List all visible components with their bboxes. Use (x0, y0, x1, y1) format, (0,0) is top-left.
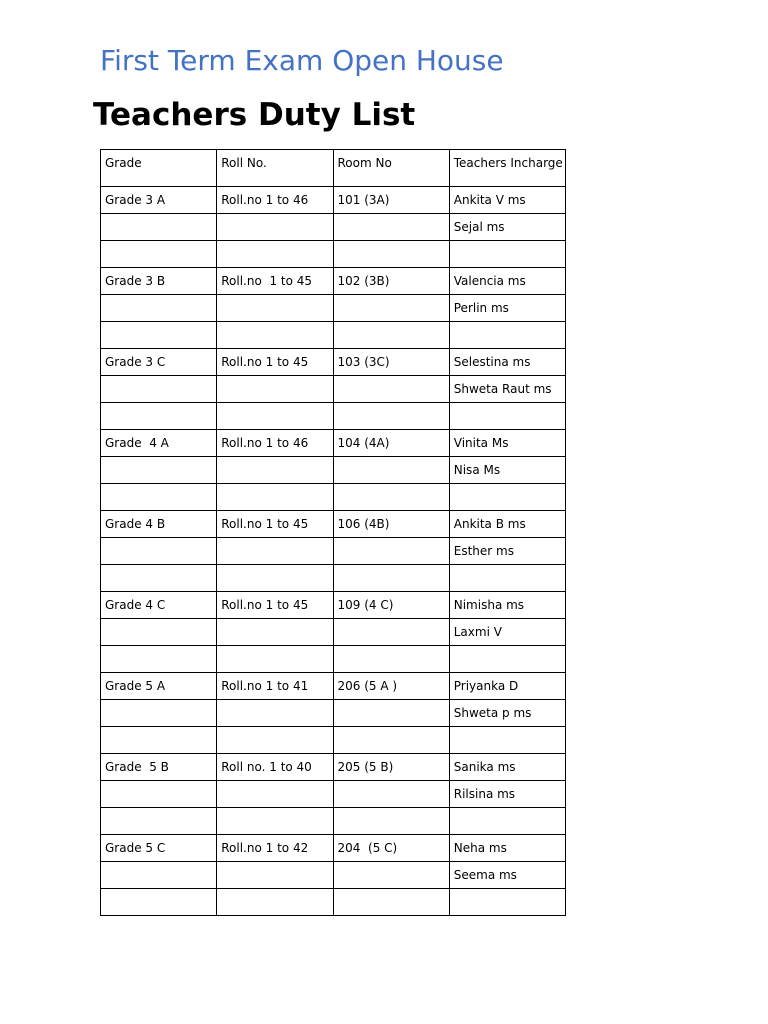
teacher-cell: Shweta p ms (449, 700, 565, 727)
grade-cell (101, 646, 217, 673)
grade-cell: Grade 5 C (101, 835, 217, 862)
table-row (101, 592, 566, 619)
table-row (101, 511, 566, 538)
grade-cell (101, 700, 217, 727)
teacher-cell: Sejal ms (449, 214, 565, 241)
teacher-cell (449, 727, 565, 754)
room-no-cell (333, 619, 449, 646)
teacher-cell (449, 889, 565, 916)
header-grade: Grade (101, 150, 217, 187)
roll-no-cell: Roll no. 1 to 40 (217, 754, 333, 781)
teacher-cell (449, 565, 565, 592)
teacher-cell (449, 808, 565, 835)
room-no-cell (333, 727, 449, 754)
room-no-cell (333, 403, 449, 430)
grade-cell (101, 781, 217, 808)
teacher-cell (449, 241, 565, 268)
room-no-cell: 205 (5 B) (333, 754, 449, 781)
roll-no-cell (217, 484, 333, 511)
room-no-cell (333, 295, 449, 322)
table-row (101, 430, 566, 457)
roll-no-cell (217, 457, 333, 484)
roll-no-cell: Roll.no 1 to 45 (217, 268, 333, 295)
teacher-cell: Valencia ms (449, 268, 565, 295)
grade-cell: Grade 5 B (101, 754, 217, 781)
grade-cell (101, 538, 217, 565)
table-row (101, 241, 566, 268)
teacher-cell: Shweta Raut ms (449, 376, 565, 403)
table-row (101, 781, 566, 808)
teacher-cell: Ankita V ms (449, 187, 565, 214)
grade-cell (101, 862, 217, 889)
table-row (101, 565, 566, 592)
table-row (101, 835, 566, 862)
table-row (101, 889, 566, 916)
grade-cell (101, 619, 217, 646)
room-no-cell (333, 808, 449, 835)
grade-cell: Grade 5 A (101, 673, 217, 700)
teacher-cell: Laxmi V (449, 619, 565, 646)
teacher-cell (449, 646, 565, 673)
teacher-cell: Selestina ms (449, 349, 565, 376)
roll-no-cell (217, 295, 333, 322)
teacher-cell: Sanika ms (449, 754, 565, 781)
roll-no-cell: Roll.no 1 to 45 (217, 592, 333, 619)
table-row (101, 619, 566, 646)
room-no-cell: 102 (3B) (333, 268, 449, 295)
teacher-cell: Esther ms (449, 538, 565, 565)
roll-no-cell: Roll.no 1 to 42 (217, 835, 333, 862)
teacher-cell: Neha ms (449, 835, 565, 862)
roll-no-cell (217, 538, 333, 565)
table-row (101, 322, 566, 349)
room-no-cell: 103 (3C) (333, 349, 449, 376)
teacher-cell (449, 484, 565, 511)
grade-cell: Grade 4 A (101, 430, 217, 457)
header-roll-no: Roll No. (217, 150, 333, 187)
table-row (101, 673, 566, 700)
roll-no-cell (217, 646, 333, 673)
room-no-cell (333, 241, 449, 268)
roll-no-cell: Roll.no 1 to 45 (217, 349, 333, 376)
grade-cell (101, 727, 217, 754)
table-row (101, 349, 566, 376)
table-row (101, 727, 566, 754)
table-row (101, 295, 566, 322)
roll-no-cell: Roll.no 1 to 46 (217, 187, 333, 214)
table-row (101, 862, 566, 889)
roll-no-cell: Roll.no 1 to 46 (217, 430, 333, 457)
room-no-cell (333, 376, 449, 403)
room-no-cell: 101 (3A) (333, 187, 449, 214)
grade-cell (101, 214, 217, 241)
header-room-no: Room No (333, 150, 449, 187)
room-no-cell (333, 322, 449, 349)
room-no-cell (333, 538, 449, 565)
grade-cell (101, 808, 217, 835)
grade-cell (101, 241, 217, 268)
document-title: Teachers Duty List (93, 97, 416, 133)
room-no-cell: 109 (4 C) (333, 592, 449, 619)
table-row (101, 403, 566, 430)
room-no-cell (333, 484, 449, 511)
teacher-cell: Nisa Ms (449, 457, 565, 484)
table-row (101, 457, 566, 484)
roll-no-cell (217, 376, 333, 403)
teacher-cell: Perlin ms (449, 295, 565, 322)
grade-cell: Grade 4 C (101, 592, 217, 619)
room-no-cell: 206 (5 A ) (333, 673, 449, 700)
roll-no-cell (217, 889, 333, 916)
table-row (101, 538, 566, 565)
room-no-cell (333, 457, 449, 484)
teacher-cell: Priyanka D (449, 673, 565, 700)
roll-no-cell (217, 781, 333, 808)
roll-no-cell (217, 565, 333, 592)
grade-cell (101, 295, 217, 322)
teacher-cell (449, 403, 565, 430)
roll-no-cell (217, 727, 333, 754)
grade-cell: Grade 4 B (101, 511, 217, 538)
table-row (101, 484, 566, 511)
room-no-cell (333, 889, 449, 916)
table-row (101, 214, 566, 241)
roll-no-cell (217, 700, 333, 727)
table-row (101, 268, 566, 295)
grade-cell (101, 457, 217, 484)
table-header-row (101, 150, 566, 187)
room-no-cell: 204 (5 C) (333, 835, 449, 862)
grade-cell: Grade 3 C (101, 349, 217, 376)
table-row (101, 646, 566, 673)
table-row (101, 754, 566, 781)
grade-cell: Grade 3 A (101, 187, 217, 214)
grade-cell (101, 889, 217, 916)
teacher-cell: Nimisha ms (449, 592, 565, 619)
teacher-cell: Ankita B ms (449, 511, 565, 538)
roll-no-cell (217, 808, 333, 835)
grade-cell: Grade 3 B (101, 268, 217, 295)
table-row (101, 187, 566, 214)
grade-cell (101, 376, 217, 403)
header-teachers-incharge: Teachers Incharge (449, 150, 565, 187)
room-no-cell (333, 862, 449, 889)
document-subtitle: First Term Exam Open House (100, 44, 504, 77)
table-row (101, 700, 566, 727)
room-no-cell: 106 (4B) (333, 511, 449, 538)
room-no-cell: 104 (4A) (333, 430, 449, 457)
roll-no-cell (217, 403, 333, 430)
teachers-duty-table (100, 149, 566, 916)
roll-no-cell (217, 619, 333, 646)
roll-no-cell (217, 862, 333, 889)
teacher-cell: Seema ms (449, 862, 565, 889)
room-no-cell (333, 646, 449, 673)
table-row (101, 808, 566, 835)
grade-cell (101, 565, 217, 592)
grade-cell (101, 322, 217, 349)
room-no-cell (333, 214, 449, 241)
table-row (101, 376, 566, 403)
room-no-cell (333, 781, 449, 808)
grade-cell (101, 403, 217, 430)
roll-no-cell: Roll.no 1 to 41 (217, 673, 333, 700)
roll-no-cell: Roll.no 1 to 45 (217, 511, 333, 538)
room-no-cell (333, 565, 449, 592)
teacher-cell: Vinita Ms (449, 430, 565, 457)
roll-no-cell (217, 241, 333, 268)
teacher-cell (449, 322, 565, 349)
teacher-cell: Rilsina ms (449, 781, 565, 808)
roll-no-cell (217, 322, 333, 349)
grade-cell (101, 484, 217, 511)
room-no-cell (333, 700, 449, 727)
roll-no-cell (217, 214, 333, 241)
